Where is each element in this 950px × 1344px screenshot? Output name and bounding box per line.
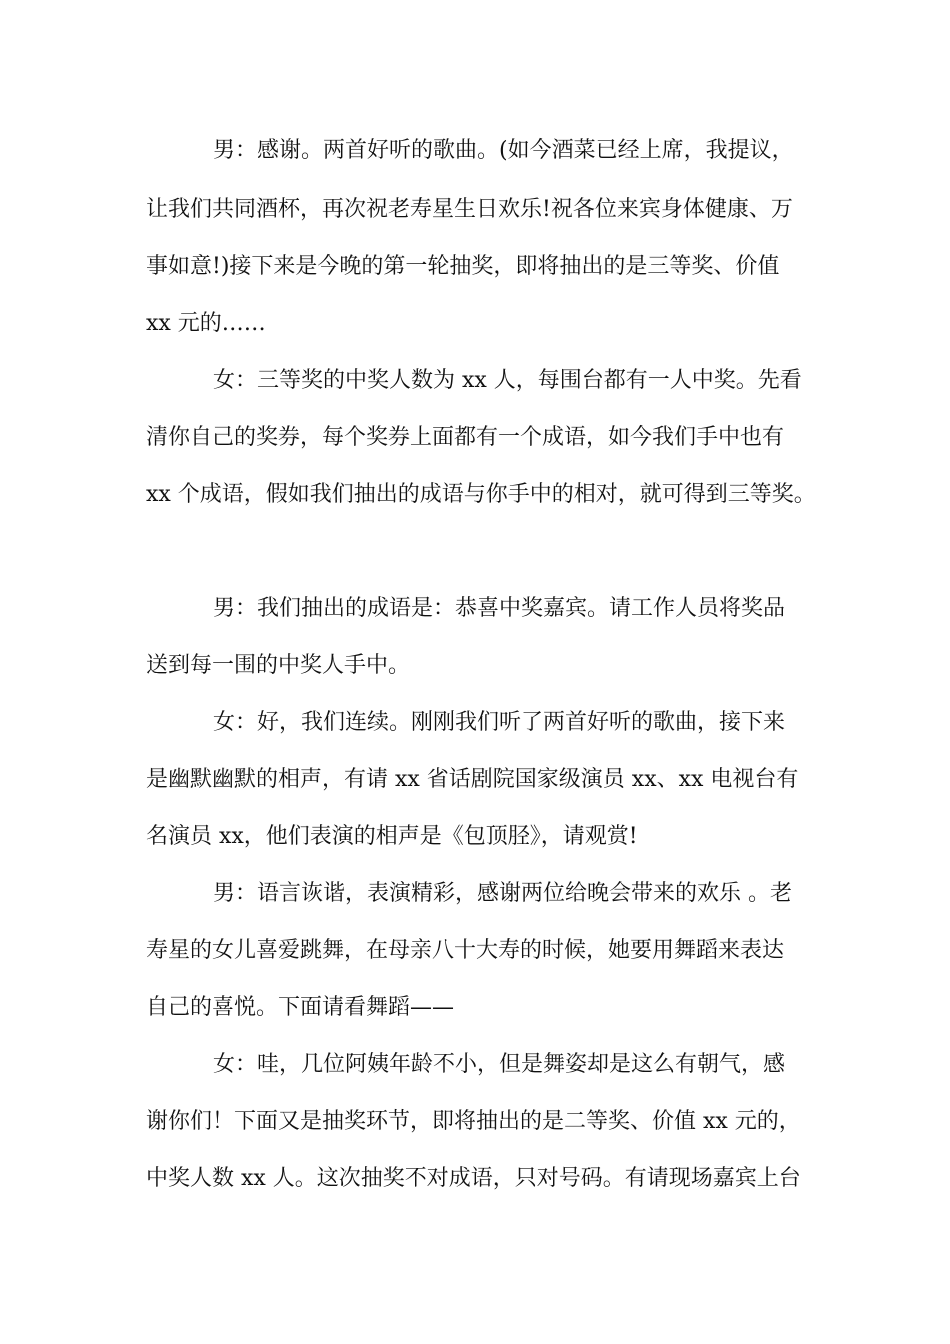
text-line: 中奖人数 xx 人。这次抽奖不对成语，只对号码。有请现场嘉宾上台	[146, 1166, 801, 1191]
text-line: 事如意!)接下来是今晚的第一轮抽奖，即将抽出的是三等奖、价值	[146, 254, 780, 279]
text-line: 自己的喜悦。下面请看舞蹈——	[146, 995, 455, 1020]
text-line: 谢你们！下面又是抽奖环节，即将抽出的是二等奖、价值 xx 元的，	[146, 1109, 801, 1134]
text-line: xx 个成语，假如我们抽出的成语与你手中的相对，就可得到三等奖。	[146, 482, 816, 507]
text-line: 寿星的女儿喜爱跳舞，在母亲八十大寿的时候，她要用舞蹈来表达	[146, 938, 785, 963]
text-line: 清你自己的奖券，每个奖券上面都有一个成语，如今我们手中也有	[146, 425, 785, 450]
text-line: 男：语言诙谐，表演精彩，感谢两位给晚会带来的欢乐 。老	[213, 881, 792, 906]
text-line: 让我们共同酒杯，再次祝老寿星生日欢乐!祝各位来宾身体健康、万	[146, 197, 793, 222]
text-line: 女：三等奖的中奖人数为 xx 人，每围台都有一人中奖。先看	[213, 368, 802, 393]
text-line: 送到每一围的中奖人手中。	[146, 653, 411, 678]
text-line: 是幽默幽默的相声，有请 xx 省话剧院国家级演员 xx、xx 电视台有	[146, 767, 799, 792]
text-line: 女：好，我们连续。刚刚我们听了两首好听的歌曲，接下来	[213, 710, 786, 735]
text-line: 女：哇，几位阿姨年龄不小，但是舞姿却是这么有朝气，感	[213, 1052, 786, 1077]
text-line: 男：感谢。两首好听的歌曲。(如今酒菜已经上席，我提议，	[213, 138, 794, 163]
text-line: 名演员 xx，他们表演的相声是《包顶胫》，请观赏!	[146, 824, 638, 849]
text-line: xx 元的……	[146, 311, 266, 336]
text-line: 男：我们抽出的成语是：恭喜中奖嘉宾。请工作人员将奖品	[213, 596, 786, 621]
